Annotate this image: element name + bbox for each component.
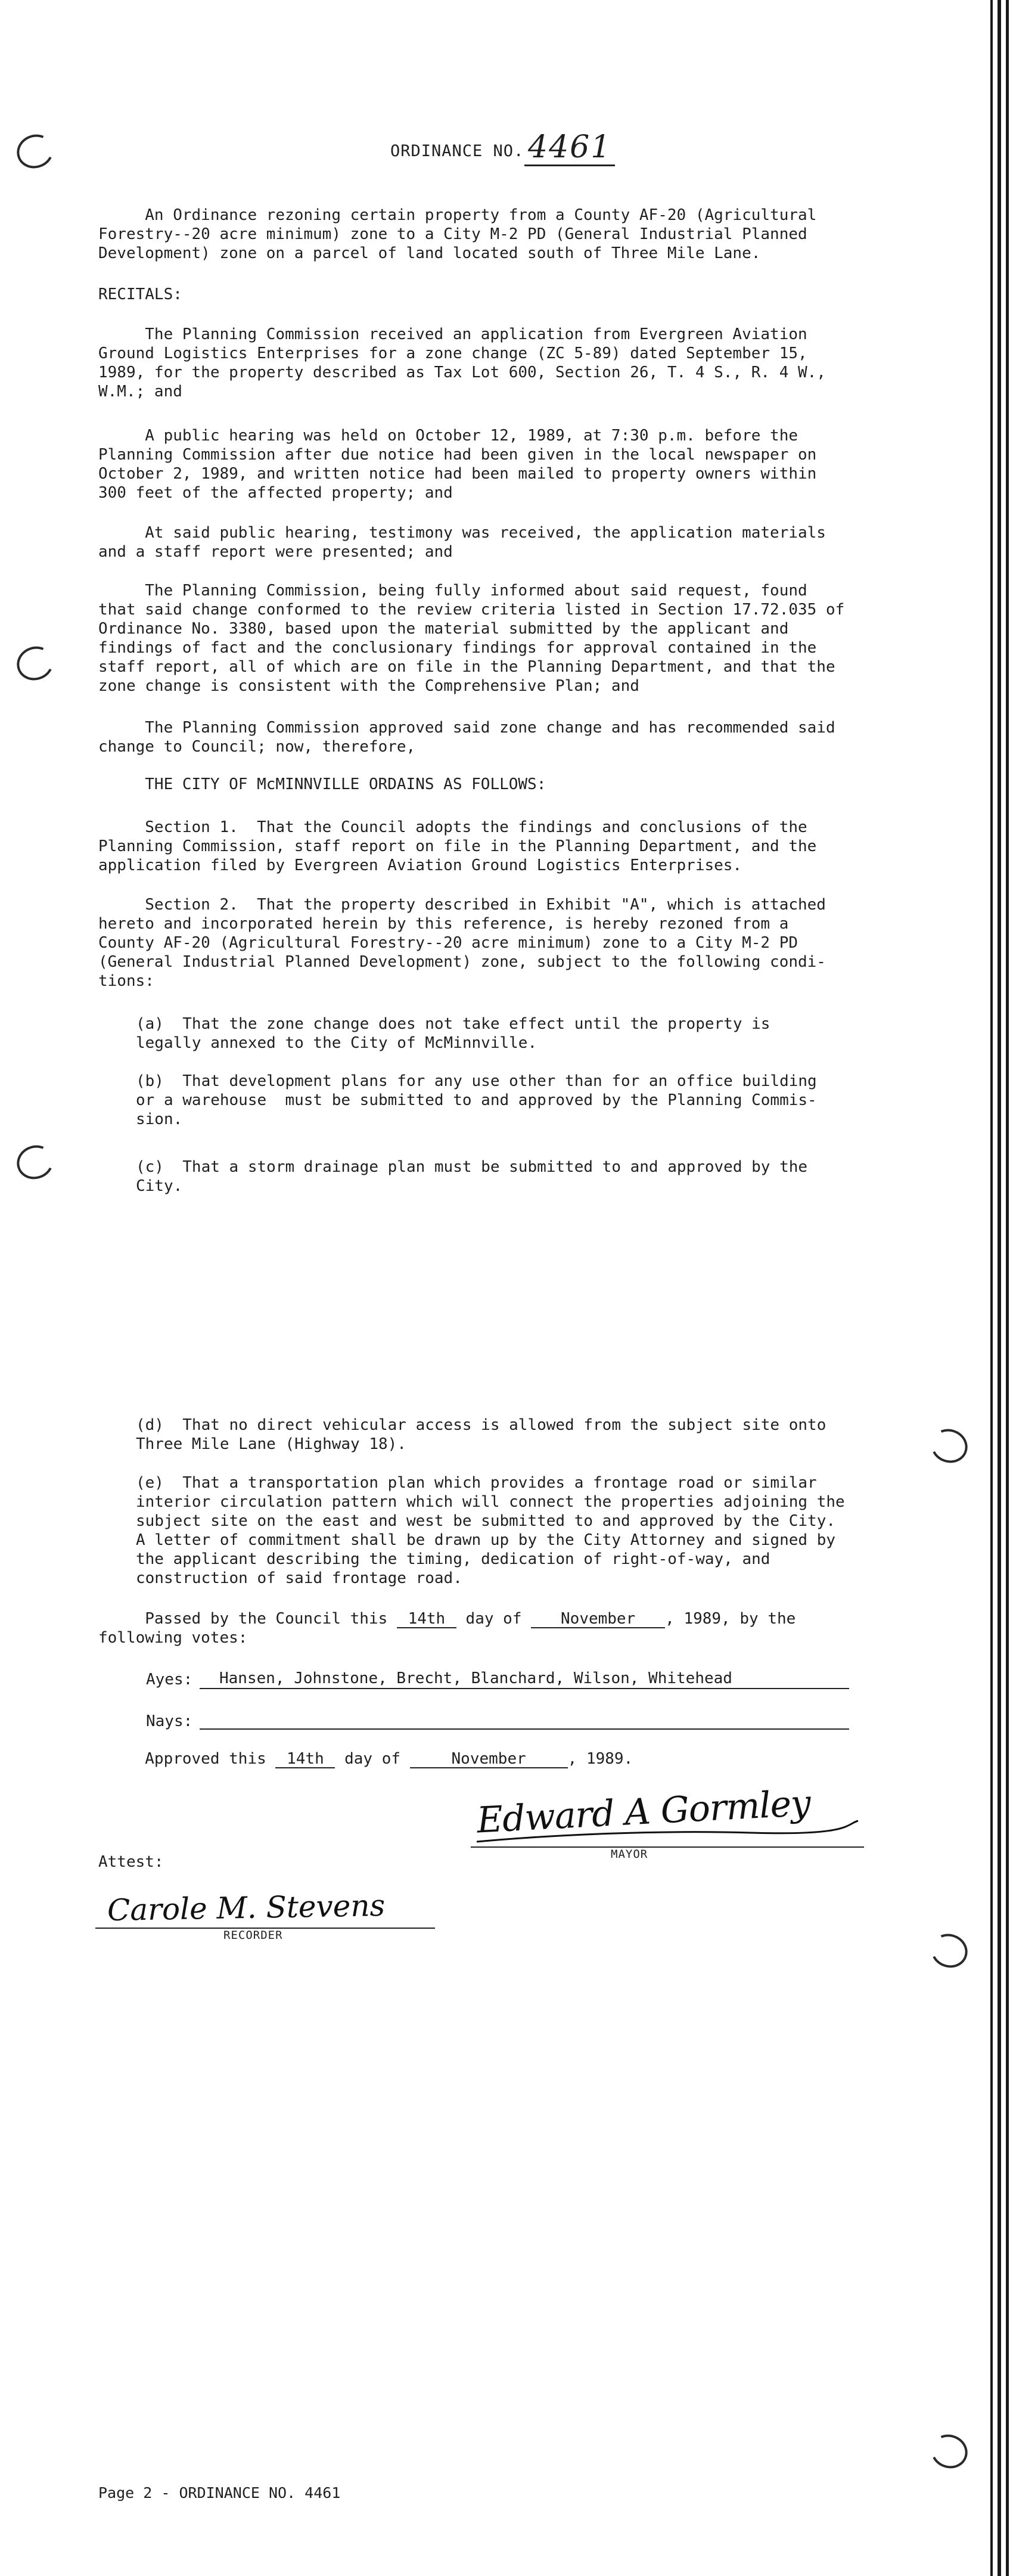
recital-paragraph: A public hearing was held on October 12, 1989, at 7:30 p.m. before the Planning Commission after due notice had been given in the local newspaper on October 2, 1989, and written notice had been mailed to property owners within 300 feet of the affected property; and [98, 427, 817, 502]
page-edge-shadow [1006, 0, 1009, 2576]
recorder-label: RECORDER [223, 1929, 283, 1942]
ayes-line [200, 1688, 849, 1689]
approved-statement [98, 1749, 633, 1768]
section-1-paragraph: Section 1. That the Council adopts the findings and conclusions of the Planning Commission, staff report on file in the Planning Department, and the application filed by Evergreen Aviation Ground Logistics Enterprises. [98, 818, 817, 874]
recorder-signature: Carole M. Stevens [107, 1888, 386, 1928]
ordinance-title-label: ORDINANCE NO. [390, 142, 524, 160]
mayor-signature-flourish [471, 1818, 876, 1860]
mayor-signature-line [471, 1846, 864, 1848]
condition-d: (d) That no direct vehicular access is allowed from the subject site onto Three Mile Lane (Highway 18). [136, 1416, 826, 1453]
passed-statement [98, 1609, 796, 1647]
approved-text: , 1989. [567, 1750, 633, 1768]
condition-b: (b) That development plans for any use other than for an office building or a warehouse must be submitted to and approved by the Planning Commis- sion. [136, 1072, 817, 1128]
page-edge-shadow [990, 0, 993, 2576]
section-2-paragraph: Section 2. That the property described in Exhibit "A", which is attached hereto and incorporated herein by this reference, is hereby rezoned from a County AF-20 (Agricultural Forestry--20 acre minimum) zone to a City M-2 PD (General Industrial Planned Development) zone, subject to the following condi- tions: [98, 896, 826, 990]
punch-hole-icon [926, 2429, 972, 2473]
passed-text: following votes: [98, 1629, 248, 1647]
ordains-heading: THE CITY OF McMINNVILLE ORDAINS AS FOLLOWS: [98, 775, 546, 793]
mayor-signature: Edward A Gormley [476, 1782, 812, 1842]
ayes-value: Hansen, Johnstone, Brecht, Blanchard, Wilson, Whitehead [219, 1669, 732, 1687]
condition-a: (a) That the zone change does not take effect until the property is legally annexed to the City of McMinnville. [136, 1015, 770, 1052]
approved-text: day of [335, 1750, 410, 1768]
recital-paragraph: The Planning Commission received an application from Evergreen Aviation Ground Logistics Enterprises for a zone change (ZC 5-89) dated September 15, 1989, for the property described as Tax Lot 600, Section 26, T. 4 S., R. 4 W., W.M.; and [98, 325, 826, 401]
recital-paragraph: The Planning Commission, being fully informed about said request, found that said change conformed to the review criteria listed in Section 17.72.035 of Ordinance No. 3380, based upon the material submitted by the applicant and findings of fact and the conclusionary findings for approval contained in the staff report, all of which are on file in the Planning Department, and that the zone change is consistent with the Comprehensive Plan; and [98, 582, 845, 695]
recital-paragraph: At said public hearing, testimony was received, the application materials and a staff report were presented; and [98, 524, 826, 561]
punch-hole-icon [12, 1140, 58, 1184]
recitals-heading: RECITALS: [98, 285, 182, 303]
recital-paragraph: The Planning Commission approved said zone change and has recommended said change to Council; now, therefore, [98, 719, 835, 756]
punch-hole-icon [12, 129, 58, 173]
passed-month-field: November [531, 1610, 665, 1628]
intro-paragraph: An Ordinance rezoning certain property from a County AF-20 (Agricultural Forestry--20 acre minimum) zone to a City M-2 PD (General Industrial Planned Development) zone on a parcel of land located south of Three Mile Lane. [98, 206, 817, 262]
mayor-label: MAYOR [611, 1848, 648, 1861]
condition-c: (c) That a storm drainage plan must be submitted to and approved by the City. [136, 1158, 808, 1195]
punch-hole-icon [926, 1929, 972, 1973]
passed-day-field: 14th [397, 1610, 456, 1628]
nays-line [200, 1728, 849, 1730]
punch-hole-icon [12, 641, 58, 685]
approved-day-field: 14th [275, 1751, 335, 1768]
passed-text: day of [456, 1610, 532, 1628]
passed-text: , 1989, by the [665, 1610, 796, 1628]
page-edge-shadow [998, 0, 1001, 2576]
attest-label: Attest: [98, 1853, 164, 1871]
punch-hole-icon [926, 1424, 972, 1468]
approved-text: Approved this [98, 1750, 276, 1768]
ordinance-number-handwritten: 4461 [524, 130, 615, 166]
passed-text: Passed by the Council this [98, 1610, 397, 1628]
condition-e: (e) That a transportation plan which provides a frontage road or similar interior circulation pattern which will connect the properties adjoining the subject site on the east and west be submitted to and approved by the City. A letter of commitment shall be drawn up by the City Attorney and signed by the applicant describing the timing, dedication of right-of-way, and construction of said frontage road. [136, 1474, 845, 1587]
nays-label: Nays: [146, 1712, 193, 1730]
ayes-label: Ayes: [146, 1671, 193, 1689]
approved-month-field: November [410, 1751, 568, 1768]
page-footer: Page 2 - ORDINANCE NO. 4461 [98, 2484, 341, 2501]
